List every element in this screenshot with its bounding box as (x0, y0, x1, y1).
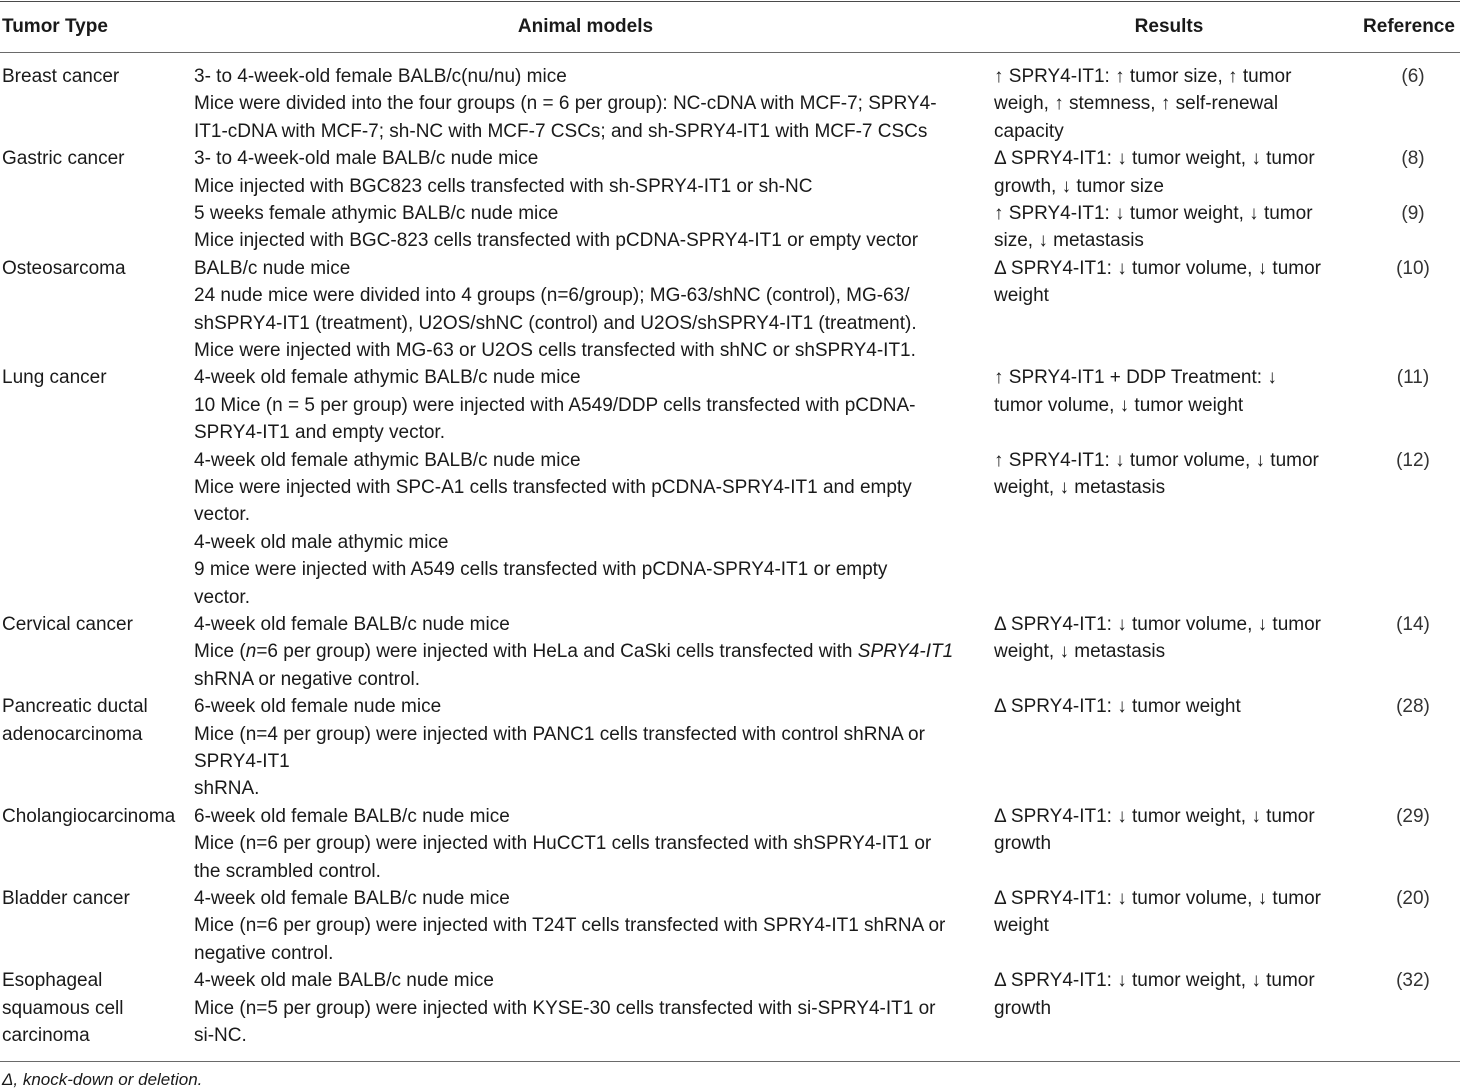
cell-animal-model-line: 10 Mice (n = 5 per group) were injected with A549/DDP cells transfected with pCDNA- (194, 394, 916, 416)
cell-results (994, 255, 1344, 310)
cell-reference: (12) (1396, 449, 1430, 471)
cell-results-line: growth (994, 833, 1052, 855)
table-row (0, 693, 1460, 803)
table-row (0, 364, 1460, 446)
header-results: Results (1134, 16, 1204, 37)
cell-results (994, 885, 1344, 940)
table-row (0, 885, 1460, 967)
cell-tumor-type-line: Bladder cancer (2, 887, 130, 909)
cell-reference: (28) (1396, 696, 1430, 718)
cell-results-line: ↑ SPRY4-IT1: ↑ tumor size, ↑ tumor (994, 66, 1292, 87)
cell-tumor-type (2, 255, 182, 282)
cell-animal-model-line: shRNA. (194, 778, 260, 800)
cell-reference: (11) (1396, 367, 1430, 389)
table-body (0, 63, 1460, 1049)
cell-animal-model-line: Mice were injected with SPC-A1 cells transfected with pCDNA-SPRY4-IT1 and empty (194, 476, 912, 498)
table-row (0, 447, 1460, 611)
cell-results-line: weight (994, 285, 1049, 307)
table-row (0, 803, 1460, 885)
cell-animal-model-line: IT1-cDNA with MCF-7; sh-NC with MCF-7 CSCs; and sh-SPRY4-IT1 with MCF-7 CSCs (194, 120, 928, 142)
header-reference: Reference (1363, 16, 1455, 37)
cell-animal-model-line: the scrambled control. (194, 860, 381, 882)
cell-animal-model-line: negative control. (194, 942, 334, 964)
cell-results-line: weight (994, 915, 1049, 937)
cell-animal-model (194, 63, 979, 145)
cell-animal-model-line: SPRY4-IT1 (194, 750, 290, 772)
cell-results-line: Δ SPRY4-IT1: ↓ tumor weight, ↓ tumor (994, 148, 1315, 170)
cell-reference: (29) (1396, 805, 1430, 827)
table-header (0, 0, 1460, 52)
cell-results (994, 200, 1344, 255)
cell-results-line: weight, ↓ metastasis (994, 476, 1166, 498)
cell-reference: (8) (1401, 148, 1425, 170)
cell-animal-model-line: 6-week old female BALB/c nude mice (194, 805, 510, 827)
cell-animal-model-line: 4-week old male BALB/c nude mice (194, 970, 494, 992)
cell-animal-model-line: Mice (n=5 per group) were injected with KYSE-30 cells transfected with si-SPRY4-IT1 or (194, 997, 936, 1019)
cell-results-line: ↑ SPRY4-IT1: ↓ tumor volume, ↓ tumor (994, 449, 1319, 471)
cell-reference: (6) (1401, 66, 1425, 87)
cell-tumor-type (2, 967, 182, 1049)
cell-results-line: growth, ↓ tumor size (994, 175, 1164, 197)
cell-animal-model (194, 885, 979, 967)
header-animal-models: Animal models (517, 16, 654, 37)
cell-tumor-type (2, 693, 182, 748)
cell-animal-model (194, 967, 979, 1049)
cell-results-line: ↑ SPRY4-IT1 + DDP Treatment: ↓ (994, 367, 1277, 389)
cell-animal-model-line: Mice were injected with MG-63 or U2OS cells transfected with shNC or shSPRY4-IT1. (194, 340, 916, 361)
cell-tumor-type (2, 885, 182, 912)
text-run: =6 per group) were injected with HeLa and CaSki cells transfected with (256, 641, 858, 663)
cell-results (994, 63, 1344, 145)
cell-animal-model-line: shSPRY4-IT1 (treatment), U2OS/shNC (control) and U2OS/shSPRY4-IT1 (treatment). (194, 312, 917, 334)
cell-animal-model-line: vector. (194, 504, 250, 526)
cell-animal-model-line: Mice were divided into the four groups (n = 6 per group): NC-cDNA with MCF-7; SPRY4- (194, 93, 937, 115)
cell-animal-model (194, 693, 979, 803)
cell-tumor-type-line: squamous cell (2, 997, 124, 1019)
table-footnote: Δ, knock-down or deletion. (2, 1070, 203, 1089)
cell-tumor-type-line: Esophageal (2, 970, 103, 992)
cell-animal-model-line: Mice injected with BGC823 cells transfected with sh-SPRY4-IT1 or sh-NC (194, 175, 813, 197)
cell-results-line: weight, ↓ metastasis (994, 641, 1166, 663)
cell-reference: (14) (1396, 613, 1430, 635)
cell-animal-model-line: 9 mice were injected with A549 cells transfected with pCDNA-SPRY4-IT1 or empty (194, 559, 888, 581)
cell-animal-model-line: vector. (194, 586, 250, 608)
cell-animal-model (194, 803, 979, 885)
cell-animal-model-line: si-NC. (194, 1024, 247, 1046)
cell-tumor-type-line: Cholangiocarcinoma (2, 805, 176, 827)
cell-animal-model-line: Mice (n=6 per group) were injected with HuCCT1 cells transfected with shSPRY4-IT1 or (194, 833, 932, 855)
italic-term: SPRY4-IT1 (857, 641, 954, 663)
cell-results (994, 693, 1344, 720)
table-row (0, 611, 1460, 693)
cell-animal-model-line: BALB/c nude mice (194, 257, 351, 279)
cell-tumor-type (2, 364, 182, 391)
cell-animal-model-line: 4-week old female athymic BALB/c nude mice (194, 449, 581, 471)
cell-results-line: Δ SPRY4-IT1: ↓ tumor weight, ↓ tumor (994, 970, 1315, 992)
italic-term: n (245, 641, 257, 663)
cell-reference: (10) (1396, 257, 1430, 279)
cell-reference: (32) (1396, 970, 1430, 992)
cell-tumor-type-line: Cervical cancer (2, 613, 133, 635)
cell-tumor-type (2, 803, 182, 830)
table-bottom-rule (0, 1061, 1460, 1062)
cell-animal-model-line: 4-week old female BALB/c nude mice (194, 613, 510, 635)
cell-results-line: ↑ SPRY4-IT1: ↓ tumor weight, ↓ tumor (994, 202, 1313, 224)
cell-results-line: tumor volume, ↓ tumor weight (994, 394, 1244, 416)
cell-animal-model-line: 5 weeks female athymic BALB/c nude mice (194, 202, 559, 224)
cell-animal-model-line: 4-week old male athymic mice (194, 531, 449, 553)
cell-animal-model-line: SPRY4-IT1 and empty vector. (194, 422, 445, 444)
cell-animal-model-line: Mice injected with BGC-823 cells transfected with pCDNA-SPRY4-IT1 or empty vector (194, 230, 919, 252)
cell-tumor-type (2, 145, 182, 172)
cell-tumor-type-line: carcinoma (2, 1024, 90, 1046)
cell-results (994, 967, 1344, 1022)
cell-results-line: growth (994, 997, 1052, 1019)
text-run: Mice ( (194, 641, 246, 663)
cell-tumor-type (2, 611, 182, 638)
cell-tumor-type-line: Pancreatic ductal (2, 696, 148, 718)
cell-tumor-type (2, 63, 182, 90)
cell-results-line: size, ↓ metastasis (994, 230, 1144, 252)
cell-results-line: weigh, ↑ stemness, ↑ self-renewal (994, 93, 1279, 115)
cell-results (994, 364, 1344, 419)
cell-results-line: Δ SPRY4-IT1: ↓ tumor volume, ↓ tumor (994, 613, 1321, 635)
cell-animal-model-line: 24 nude mice were divided into 4 groups (n=6/group); MG-63/shNC (control), MG-63/ (194, 285, 910, 307)
cell-results-line: Δ SPRY4-IT1: ↓ tumor volume, ↓ tumor (994, 257, 1321, 279)
table-row (0, 200, 1460, 255)
cell-results-line: Δ SPRY4-IT1: ↓ tumor weight (994, 696, 1241, 718)
cell-animal-model-line (194, 638, 979, 665)
cell-animal-model-line: Mice (n=4 per group) were injected with PANC1 cells transfected with control shRNA or (194, 723, 925, 745)
cell-results (994, 803, 1344, 858)
table-row (0, 63, 1460, 145)
header-divider-rule (0, 52, 1460, 53)
cell-animal-model-line: 6-week old female nude mice (194, 696, 442, 718)
cell-animal-model (194, 364, 979, 446)
cell-reference: (20) (1396, 887, 1430, 909)
table-row (0, 145, 1460, 200)
cell-results-line: capacity (994, 120, 1064, 142)
cell-animal-model (194, 447, 979, 611)
cell-animal-model (194, 611, 979, 693)
header-tumor-type: Tumor Type (2, 16, 108, 37)
cell-results (994, 145, 1344, 200)
cell-results-line: Δ SPRY4-IT1: ↓ tumor volume, ↓ tumor (994, 887, 1321, 909)
cell-reference: (9) (1401, 202, 1425, 224)
cell-animal-model-line: 4-week old female BALB/c nude mice (194, 887, 510, 909)
cell-animal-model (194, 145, 979, 200)
cell-animal-model-line: 3- to 4-week-old female BALB/c(nu/nu) mice (194, 66, 567, 87)
cell-tumor-type-line: Gastric cancer (2, 148, 125, 170)
cell-animal-model-line: 3- to 4-week-old male BALB/c nude mice (194, 148, 539, 170)
cell-animal-model (194, 200, 979, 255)
cell-animal-model-line: Mice (n=6 per group) were injected with T24T cells transfected with SPRY4-IT1 shRNA or (194, 915, 946, 937)
cell-tumor-type-line: Lung cancer (2, 367, 107, 389)
cell-animal-model-line: shRNA or negative control. (194, 668, 421, 690)
cell-results (994, 447, 1344, 502)
table-row (0, 967, 1460, 1049)
cell-tumor-type-line: adenocarcinoma (2, 723, 143, 745)
cell-tumor-type-line: Breast cancer (2, 66, 120, 87)
cell-animal-model (194, 255, 979, 365)
cell-animal-model-line: 4-week old female athymic BALB/c nude mice (194, 367, 581, 389)
cell-results-line: Δ SPRY4-IT1: ↓ tumor weight, ↓ tumor (994, 805, 1315, 827)
cell-tumor-type-line: Osteosarcoma (2, 257, 126, 279)
cell-results (994, 611, 1344, 666)
table-row (0, 255, 1460, 365)
